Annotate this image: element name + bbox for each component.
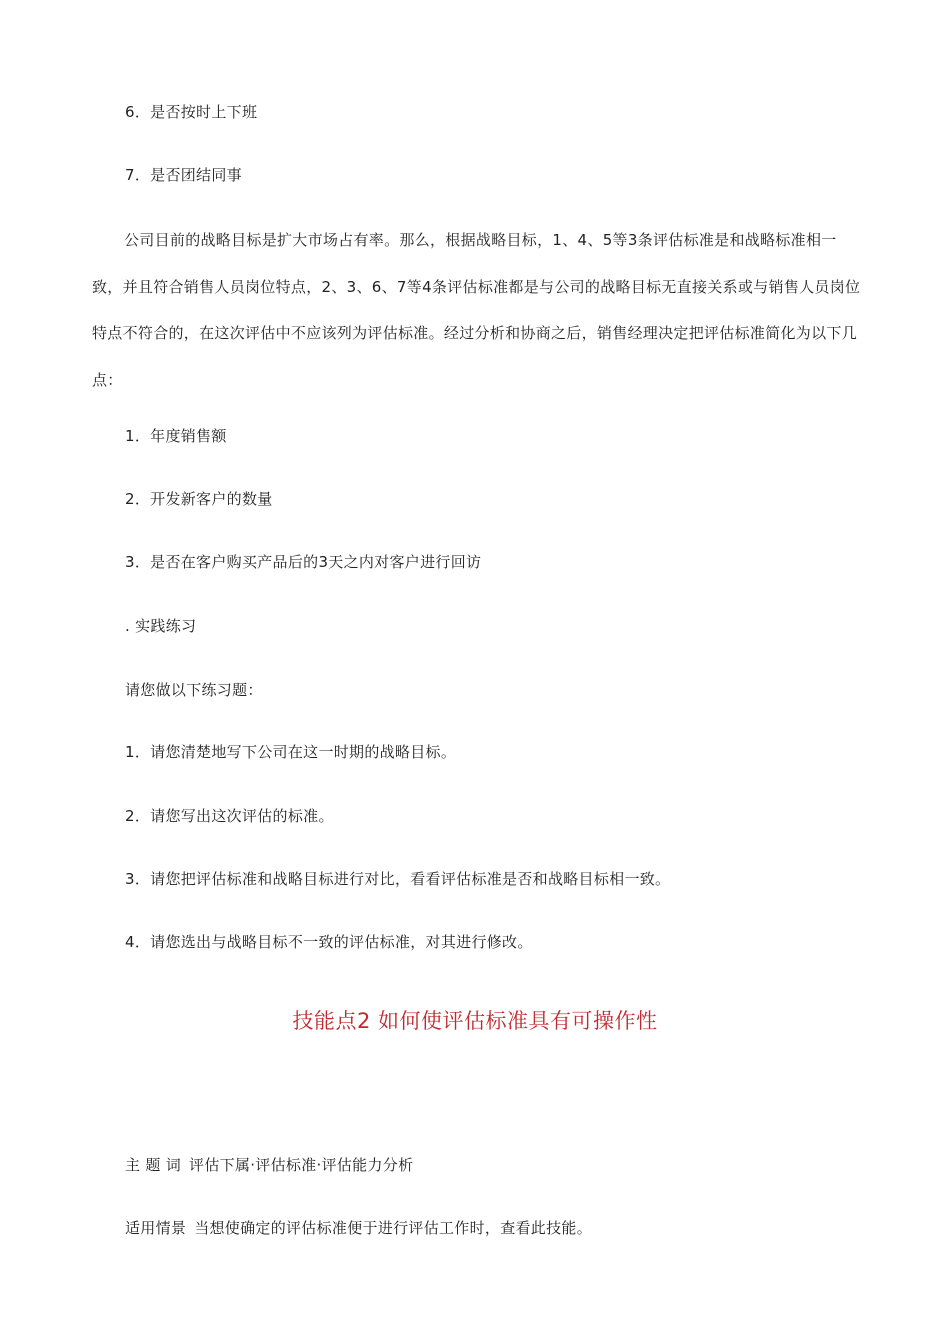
list-item-7: 7．是否团结同事 — [125, 166, 242, 184]
context-value: 当想使确定的评估标准便于进行评估工作时，查看此技能。 — [194, 1219, 593, 1237]
practice-item-4: 4．请您选出与战略目标不一致的评估标准，对其进行修改。 — [125, 933, 533, 951]
simplified-item-1: 1．年度销售额 — [125, 427, 227, 445]
practice-item-1: 1．请您清楚地写下公司在这一时期的战略目标。 — [125, 743, 457, 761]
keywords-row — [125, 1155, 413, 1175]
practice-title: . 实践练习 — [125, 617, 197, 635]
simplified-item-2: 2．开发新客户的数量 — [125, 490, 273, 508]
list-item-6: 6．是否按时上下班 — [125, 103, 258, 121]
keywords-value: 评估下属·评估标准·评估能力分析 — [189, 1156, 414, 1174]
practice-item-3: 3．请您把评估标准和战略目标进行对比，看看评估标准是否和战略目标相一致。 — [125, 870, 671, 888]
context-label: 适用情景 — [125, 1219, 187, 1237]
simplified-item-3: 3．是否在客户购买产品后的3天之内对客户进行回访 — [125, 553, 482, 571]
keywords-label: 主 题 词 — [125, 1156, 182, 1174]
practice-item-2: 2．请您写出这次评估的标准。 — [125, 807, 334, 825]
context-row — [125, 1218, 592, 1238]
practice-intro: 请您做以下练习题： — [125, 681, 263, 699]
strategy-paragraph: 公司目前的战略目标是扩大市场占有率。那么，根据战略目标，1、4、5等3条评估标准是和战略标准相一致，并且符合销售人员岗位特点，2、3、6、7等4条评估标准都是与公司的战略目标无直接关系或与销售人员岗位特点不符合的，在这次评估中不应该列为评估标准。经过分析和协商之后，销售经理决定把评估标准简化为以下几点： — [92, 231, 861, 389]
section-heading: 技能点2 如何使评估标准具有可操作性 — [292, 1009, 658, 1033]
